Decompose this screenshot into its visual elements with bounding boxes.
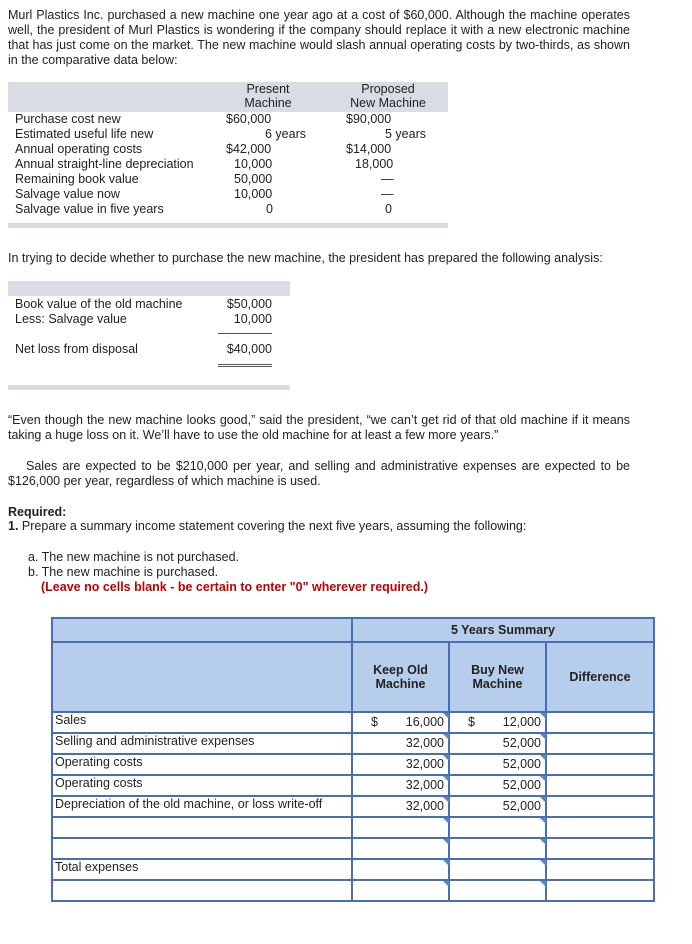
currency-sign: $ (371, 715, 378, 729)
analysis-intro: In trying to decide whether to purchase the new machine, the president has prepared the following analysis: (8, 251, 603, 265)
difference-input[interactable] (547, 818, 653, 837)
cell-marker-icon (540, 755, 546, 761)
row-label-input[interactable] (53, 839, 351, 858)
keep-old-input[interactable]: 32,000 (353, 734, 448, 753)
total-expenses-label[interactable]: Total expenses (55, 860, 139, 874)
cell-marker-icon (540, 776, 546, 782)
case-a: a. The new machine is not purchased. (28, 550, 240, 564)
book-value: $50,000 (226, 297, 272, 311)
cell-marker-icon (443, 818, 449, 824)
cell-marker-icon (540, 797, 546, 803)
buy-new-input[interactable] (450, 860, 545, 879)
buy-new-input[interactable] (450, 818, 545, 837)
currency-sign: $ (468, 715, 475, 729)
summary-table (51, 617, 655, 902)
required-title: Required: (8, 505, 67, 519)
analysis-bottom-band (8, 385, 290, 390)
cell-marker-icon (443, 776, 449, 782)
salvage-label: Less: Salvage value (15, 312, 127, 326)
case-b: b. The new machine is purchased. (28, 565, 219, 579)
cell-marker-icon (443, 881, 449, 887)
comparison-row: Salvage value now 10,000 — (15, 187, 394, 201)
table-row (52, 712, 654, 733)
buy-new-input[interactable]: $ 12,000 (450, 713, 545, 732)
cell-marker-icon (540, 860, 546, 866)
cell-marker-icon (540, 818, 546, 824)
subtotal-rule (218, 333, 272, 334)
net-loss-label: Net loss from disposal (15, 342, 138, 356)
buy-new-input[interactable]: 52,000 (450, 797, 545, 816)
analysis-header-band (8, 281, 290, 296)
cell-marker-icon (443, 713, 449, 719)
table-row (52, 817, 654, 838)
cell-marker-icon (443, 734, 449, 740)
keep-old-input[interactable] (353, 860, 448, 879)
keep-old-input[interactable]: $ 16,000 (353, 713, 448, 732)
summary-column-headers (52, 642, 654, 712)
instruction-note: (Leave no cells blank - be certain to enter "0" wherever required.) (41, 580, 428, 594)
keep-old-header: Keep Old Machine (352, 642, 449, 712)
difference-input[interactable] (547, 734, 653, 753)
comparison-row: Purchase cost new $60,000 $90,000 (15, 112, 392, 126)
buy-new-input[interactable]: 52,000 (450, 776, 545, 795)
present-machine-header: Present Machine (244, 82, 292, 110)
cell-marker-icon (540, 734, 546, 740)
keep-old-input[interactable] (353, 818, 448, 837)
total-row (52, 859, 654, 880)
total-double-rule (218, 364, 272, 367)
row-label-input[interactable]: Selling and administrative expenses (55, 734, 255, 748)
buy-new-header: Buy New Machine (449, 642, 546, 712)
table-row (52, 838, 654, 859)
proposed-machine-header: Proposed New Machine (350, 82, 426, 110)
table-row (52, 754, 654, 775)
difference-input[interactable] (547, 881, 653, 900)
comparison-row: Salvage value in five years 0 0 (15, 202, 392, 216)
cell-marker-icon (443, 839, 449, 845)
keep-old-input[interactable] (353, 839, 448, 858)
keep-old-input[interactable] (353, 881, 448, 900)
comparison-row: Annual operating costs $42,000 $14,000 (15, 142, 392, 156)
row-label-input[interactable]: Depreciation of the old machine, or loss write-off (55, 797, 323, 811)
net-loss-value: $40,000 (226, 342, 272, 356)
comparison-row: Estimated useful life new 6 years 5 years (15, 127, 426, 141)
sales-paragraph: Sales are expected to be $210,000 per year, and selling and administrative expenses are expected to be $126,000 per year, regardless of which machine is used. (8, 459, 630, 488)
row-label-input[interactable]: Operating costs (55, 776, 143, 790)
difference-input[interactable] (547, 755, 653, 774)
cell-marker-icon (540, 881, 546, 887)
difference-input[interactable] (547, 839, 653, 858)
president-quote: “Even though the new machine looks good,” said the president, “we can’t get rid of that old machine if it means taking a huge loss on it. We’ll have to use the old machine for at least a few more years.” (8, 413, 630, 442)
buy-new-input[interactable] (450, 881, 545, 900)
summary-title-row (52, 618, 654, 642)
keep-old-input[interactable]: 32,000 (353, 797, 448, 816)
buy-new-input[interactable]: 52,000 (450, 734, 545, 753)
table-row (52, 733, 654, 754)
keep-old-input[interactable]: 32,000 (353, 776, 448, 795)
cell-marker-icon (540, 713, 546, 719)
table-row (52, 775, 654, 796)
row-label-input[interactable] (53, 881, 351, 900)
cell-marker-icon (540, 839, 546, 845)
difference-header: Difference (546, 642, 654, 712)
required-item: 1. Prepare a summary income statement covering the next five years, assuming the following: (8, 519, 527, 533)
difference-input[interactable] (547, 797, 653, 816)
book-value-label: Book value of the old machine (15, 297, 183, 311)
difference-input[interactable] (547, 776, 653, 795)
summary-title: 5 Years Summary (352, 618, 654, 642)
row-label-input[interactable]: Sales (55, 713, 87, 727)
cell-marker-icon (443, 860, 449, 866)
table-row (52, 880, 654, 901)
buy-new-input[interactable] (450, 839, 545, 858)
cell-marker-icon (443, 755, 449, 761)
intro-paragraph: Murl Plastics Inc. purchased a new machine one year ago at a cost of $60,000. Although the machine operates well, the president of Murl Plastics is wondering if the company should replace it with a new electronic machine that has just come on the market. The new machine would slash annual operating costs by two-thirds, as shown in the comparative data below: (8, 8, 630, 67)
keep-old-input[interactable]: 32,000 (353, 755, 448, 774)
comparison-row: Remaining book value 50,000 — (15, 172, 394, 186)
row-label-input[interactable] (53, 818, 351, 837)
buy-new-input[interactable]: 52,000 (450, 755, 545, 774)
row-label-input[interactable]: Operating costs (55, 755, 143, 769)
difference-input[interactable] (547, 860, 653, 879)
salvage-value: 10,000 (233, 312, 272, 326)
difference-input[interactable] (547, 713, 653, 732)
cell-marker-icon (443, 797, 449, 803)
comparison-row: Annual straight-line depreciation 10,000 18,000 (15, 157, 394, 171)
comparison-bottom-band (8, 223, 448, 228)
table-row (52, 796, 654, 817)
